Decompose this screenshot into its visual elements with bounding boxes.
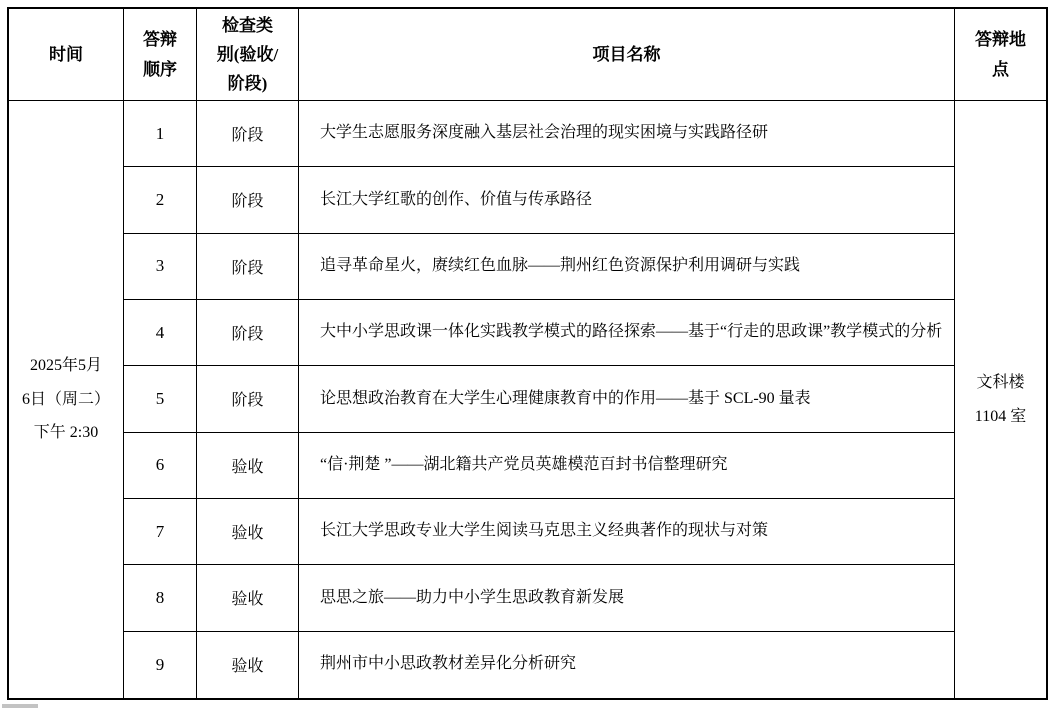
project-cell-9: [299, 632, 955, 698]
order-cell-3: [124, 234, 197, 300]
category-cell-4: [197, 300, 299, 366]
category-cell-9: [197, 632, 299, 698]
category-cell-1: [197, 101, 299, 167]
category-cell-5: [197, 366, 299, 432]
category-value: 阶段: [231, 392, 264, 410]
order-value: 6: [155, 455, 165, 475]
order-value: 3: [155, 256, 165, 276]
category-cell-2: [197, 167, 299, 233]
project-cell-1: [299, 101, 955, 167]
project-title: 思思之旅——助力中小学生思政教育新发展: [320, 588, 625, 606]
order-value: 1: [155, 123, 165, 143]
project-title: 长江大学红歌的创作、价值与传承路径: [320, 190, 593, 208]
order-cell-1: [124, 101, 197, 167]
order-cell-6: [124, 433, 197, 499]
category-value: 验收: [231, 658, 264, 676]
project-title: 大中小学思政课一体化实践教学模式的路径探索——基于“行走的思政课”教学模式的分析: [320, 323, 943, 341]
category-cell-8: [197, 565, 299, 631]
location-line-2: 1104 室: [974, 407, 1027, 425]
category-value: 验收: [231, 525, 264, 543]
defense-schedule-table: [7, 7, 1048, 700]
header-order: [124, 9, 197, 101]
horizontal-scrollbar-fragment[interactable]: [2, 704, 38, 708]
project-cell-5: [299, 366, 955, 432]
header-time: [9, 9, 124, 101]
header-project: [299, 9, 955, 101]
category-cell-3: [197, 234, 299, 300]
order-value: 2: [155, 189, 165, 209]
order-cell-9: [124, 632, 197, 698]
category-value: 验收: [231, 458, 264, 476]
project-title: 追寻革命星火，赓续红色血脉——荆州红色资源保护利用调研与实践: [320, 256, 801, 274]
time-cell: [9, 101, 124, 698]
category-value: 阶段: [231, 193, 264, 211]
category-cell-6: [197, 433, 299, 499]
project-cell-4: [299, 300, 955, 366]
order-value: 5: [155, 388, 165, 408]
category-value: 阶段: [231, 326, 264, 344]
header-order-label: 答辩顺序: [143, 30, 177, 79]
category-value: 阶段: [231, 127, 264, 145]
order-value: 9: [155, 654, 165, 674]
order-cell-8: [124, 565, 197, 631]
category-value: 阶段: [231, 259, 264, 277]
time-line-1: 2025年5月: [29, 357, 102, 375]
header-location-label: 答辩地点: [975, 30, 1026, 79]
project-title: 论思想政治教育在大学生心理健康教育中的作用——基于 SCL-90 量表: [320, 389, 811, 407]
project-cell-2: [299, 167, 955, 233]
order-cell-4: [124, 300, 197, 366]
project-title: “信·荆楚 ”——湖北籍共产党员英雄模范百封书信整理研究: [320, 455, 728, 473]
order-cell-5: [124, 366, 197, 432]
order-cell-2: [124, 167, 197, 233]
category-value: 验收: [231, 591, 264, 609]
project-cell-8: [299, 565, 955, 631]
project-cell-6: [299, 433, 955, 499]
order-value: 7: [155, 521, 165, 541]
project-title: 长江大学思政专业大学生阅读马克思主义经典著作的现状与对策: [320, 522, 769, 540]
location-line-1: 文科楼: [976, 373, 1025, 391]
header-category-label: 检查类别(验收/阶段): [216, 15, 279, 94]
category-cell-7: [197, 499, 299, 565]
order-cell-7: [124, 499, 197, 565]
header-category: [197, 9, 299, 101]
location-cell: [955, 101, 1046, 698]
order-value: 8: [155, 587, 165, 607]
project-cell-3: [299, 234, 955, 300]
order-value: 4: [155, 322, 165, 342]
time-line-2: 6日（周二）: [21, 390, 110, 408]
project-cell-7: [299, 499, 955, 565]
time-line-3: 下午 2:30: [33, 424, 99, 442]
header-time-label: 时间: [49, 44, 83, 64]
project-title: 大学生志愿服务深度融入基层社会治理的现实困境与实践路径研: [320, 124, 769, 142]
header-project-label: 项目名称: [592, 44, 661, 64]
project-title: 荆州市中小思政教材差异化分析研究: [320, 655, 577, 673]
header-location: [955, 9, 1046, 101]
